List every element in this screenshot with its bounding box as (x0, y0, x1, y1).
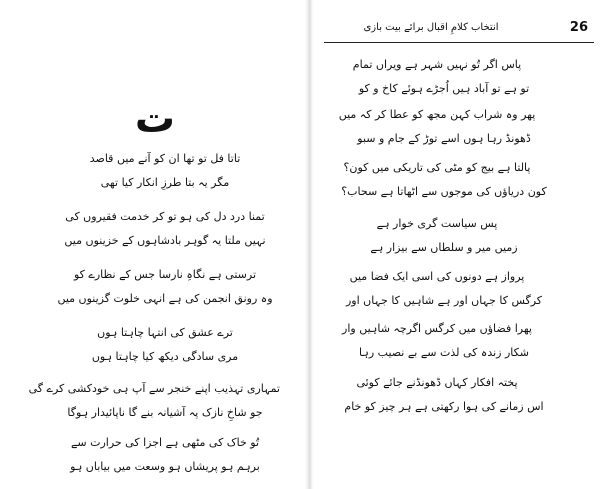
couplet-line: مگر یہ بتا طرزِ انکار کیا تھی (100, 176, 230, 189)
couplet-line: مری سادگی دیکھ کیا چاہتا ہوں (91, 350, 239, 363)
couplet-right-6 (334, 318, 554, 364)
running-title: انتخاب کلامِ اقبال برائے بیت بازی (363, 22, 499, 33)
couplet-line: پس سیاست گری خوار ہے (376, 217, 498, 230)
couplet-line: ترے عشق کی انتہا چاہتا ہوں (97, 326, 233, 339)
couplet-line: تمنا درد دل کی ہو تو کر خدمت فقیروں کی (65, 210, 265, 223)
couplet-left-2 (50, 206, 280, 252)
couplet-left-1 (50, 148, 280, 194)
couplet-line: وہ رونق انجمن کی ہے انہی خلوت گزینوں میں (57, 292, 273, 305)
couplet-line: اس زمانے کی ہوا رکھتی ہے ہر چیز کو خام (344, 400, 544, 413)
couplet-right-4 (334, 213, 554, 259)
couplet-line: برہم ہو پریشاں ہو وسعت میں بیاباں ہو (70, 460, 260, 473)
couplet-left-3 (50, 264, 280, 310)
couplet-line: شکار زندہ کی لذت سے بے نصیب رہا (359, 346, 529, 359)
couplet-line: تمہاری تہذیب اپنے خنجر سے آپ ہی خودکشی کرے گی (28, 382, 280, 395)
couplet-right-3 (334, 157, 554, 203)
couplet-line: پھر وہ شراب کہن مجھ کو عطا کر کہ میں (338, 108, 536, 121)
couplet-line: تُو خاک کی مٹھی ہے اجزا کی حرارت سے (70, 436, 260, 449)
couplet-line: پختہ افکار کہاں ڈھونڈنے جائے کوئی (356, 376, 518, 389)
couplet-right-7 (334, 372, 554, 418)
couplet-line: پھرا فضاؤں میں کرگس اگرچہ شاہیں وار (342, 322, 532, 335)
couplet-line: ڈھونڈ رہا ہوں اسے توڑ کے جام و سبو (357, 132, 531, 145)
header-rule (324, 42, 594, 43)
couplet-line: کرگس کا جہاں اور ہے شاہیں کا جہاں اور (345, 294, 543, 307)
book-spine (305, 0, 313, 489)
couplet-line: کون دریاؤں کی موجوں سے اٹھاتا ہے سحاب؟ (341, 185, 547, 198)
couplet-right-2 (334, 104, 554, 150)
couplet-right-1 (334, 54, 554, 100)
couplet-line: جو شاخِ نازک پہ آشیانہ بنے گا ناپائیدار ہوگا (67, 406, 263, 419)
couplet-right-5 (334, 266, 554, 312)
couplet-line: پالتا ہے بیج کو مٹی کی تاریکی میں کون؟ (343, 161, 531, 174)
letter-heading: ت (134, 96, 176, 142)
couplet-line: زمیں میر و سلطاں سے بیزار ہے (370, 241, 518, 254)
page-number: 26 (569, 20, 588, 35)
couplet-line: تو ہے تو آباد ہیں اُجڑے ہوئے کاخ و کو (358, 82, 530, 95)
couplet-line: نہیں ملتا یہ گوہر بادشاہوں کے خزینوں میں (64, 234, 266, 247)
couplet-line: پرواز ہے دونوں کی اسی ایک فضا میں (349, 270, 525, 283)
couplet-line: ترستی ہے نگاہِ نارسا جس کے نظارے کو (73, 268, 257, 281)
couplet-left-5 (28, 378, 280, 424)
couplet-left-4 (50, 322, 280, 368)
couplet-left-6 (50, 432, 280, 478)
right-page (318, 0, 600, 489)
couplet-line: پاس اگر تُو نہیں شہر ہے ویراں تمام (352, 58, 522, 71)
couplet-line: تاتا فل تو تھا ان کو آنے میں قاصد (89, 152, 241, 165)
